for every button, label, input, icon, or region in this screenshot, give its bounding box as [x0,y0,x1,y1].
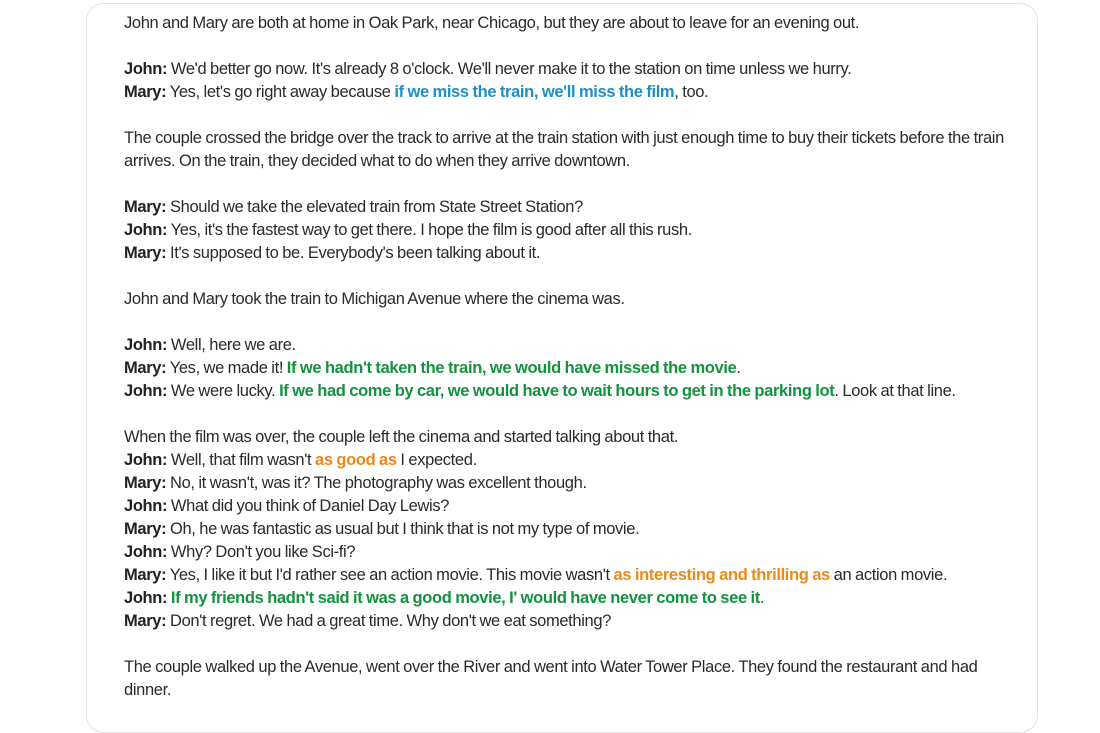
line-text: Yes, let's go right away because [169,83,395,101]
highlight-conditional: If we hadn't taken the train, we would have missed the movie [286,359,737,377]
line-text: . [736,359,741,377]
highlight-conditional: If my friends hadn't said it was a good movie, I' would have never come to see it [170,589,760,607]
line-text: What did you think of Daniel Day Lewis? [170,497,450,515]
speaker-mary: Mary: [124,244,167,262]
dialog-line [124,81,1024,104]
speaker-mary: Mary: [124,520,167,538]
highlight-conditional: If we had come by car, we would have to wait hours to get in the parking lot [279,382,835,400]
speaker-mary: Mary: [124,566,167,584]
dialog-line [124,495,1024,518]
dialog-block-2 [124,196,1024,265]
speaker-mary: Mary: [124,612,167,630]
narration-text: John and Mary took the train to Michigan Avenue where the cinema was. [124,290,625,308]
dialog-line [124,380,1024,403]
line-text: Well, that film wasn't [170,451,315,469]
dialog-line [124,610,1024,633]
narration-paragraph-5 [124,656,1024,702]
dialog-block-1 [124,58,1024,104]
dialog-line [124,564,1024,587]
line-text: Yes, we made it! [169,359,287,377]
speaker-mary: Mary: [124,474,167,492]
line-text: Yes, it's the fastest way to get there. I hope the film is good after all this rush. [170,221,692,239]
line-text: . [759,589,765,607]
speaker-john: John: [124,382,168,400]
line-text: It's supposed to be. Everybody's been talking about it. [170,244,541,262]
dialog-line [124,334,1024,357]
dialog-line [124,472,1024,495]
line-text: Well, here we are. [170,336,296,354]
speaker-mary: Mary: [124,359,167,377]
line-text: an action movie. [829,566,948,584]
line-text: Why? Don't you like Sci-fi? [170,543,356,561]
speaker-john: John: [124,497,168,515]
speaker-mary: Mary: [124,83,167,101]
narration-paragraph-2 [124,127,1024,173]
dialog-line [124,541,1024,564]
dialog-block-3 [124,334,1024,403]
dialog-line [124,219,1024,242]
story-text [124,12,1024,725]
intro-paragraph [124,12,1024,35]
dialog-line [124,357,1024,380]
narration-text: The couple walked up the Avenue, went over the River and went into Water Tower Place. They found the restaurant and had dinner. [124,658,978,699]
narration-text: The couple crossed the bridge over the track to arrive at the train station with just enough time to buy their tickets before the train arrives. On the train, they decided what to do when they arrive downtown. [124,129,1004,170]
line-text: Yes, I like it but I'd rather see an action movie. This movie wasn't [169,566,614,584]
line-text: . Look at that line. [834,382,956,400]
line-text: We were lucky. [170,382,280,400]
speaker-john: John: [124,60,168,78]
line-text: Don't regret. We had a great time. Why don't we eat something? [170,612,612,630]
speaker-john: John: [124,221,168,239]
dialog-line [124,58,1024,81]
line-text: No, it wasn't, was it? The photography was excellent though. [170,474,587,492]
dialog-line [124,242,1024,265]
speaker-john: John: [124,589,168,607]
dialog-line [124,196,1024,219]
speaker-john: John: [124,451,168,469]
dialog-block-4 [124,426,1024,633]
narration-text: When the film was over, the couple left the cinema and started talking about that. [124,428,679,446]
dialog-line [124,518,1024,541]
dialog-line [124,449,1024,472]
line-text: Should we take the elevated train from State Street Station? [170,198,583,216]
intro-text: John and Mary are both at home in Oak Park, near Chicago, but they are about to leave for an evening out. [124,14,860,32]
narration-paragraph-3 [124,288,1024,311]
speaker-john: John: [124,336,168,354]
highlight-conditional: if we miss the train, we'll miss the film [394,83,675,101]
highlight-comparison: as interesting and thrilling as [613,566,830,584]
dialog-line [124,587,1024,610]
highlight-comparison: as good as [315,451,397,469]
line-text: Oh, he was fantastic as usual but I think that is not my type of movie. [170,520,640,538]
line-text: I expected. [396,451,477,469]
line-text: We'd better go now. It's already 8 o'clock. We'll never make it to the station on time unless we hurry. [170,60,852,78]
line-text: , too. [674,83,709,101]
speaker-mary: Mary: [124,198,167,216]
speaker-john: John: [124,543,168,561]
